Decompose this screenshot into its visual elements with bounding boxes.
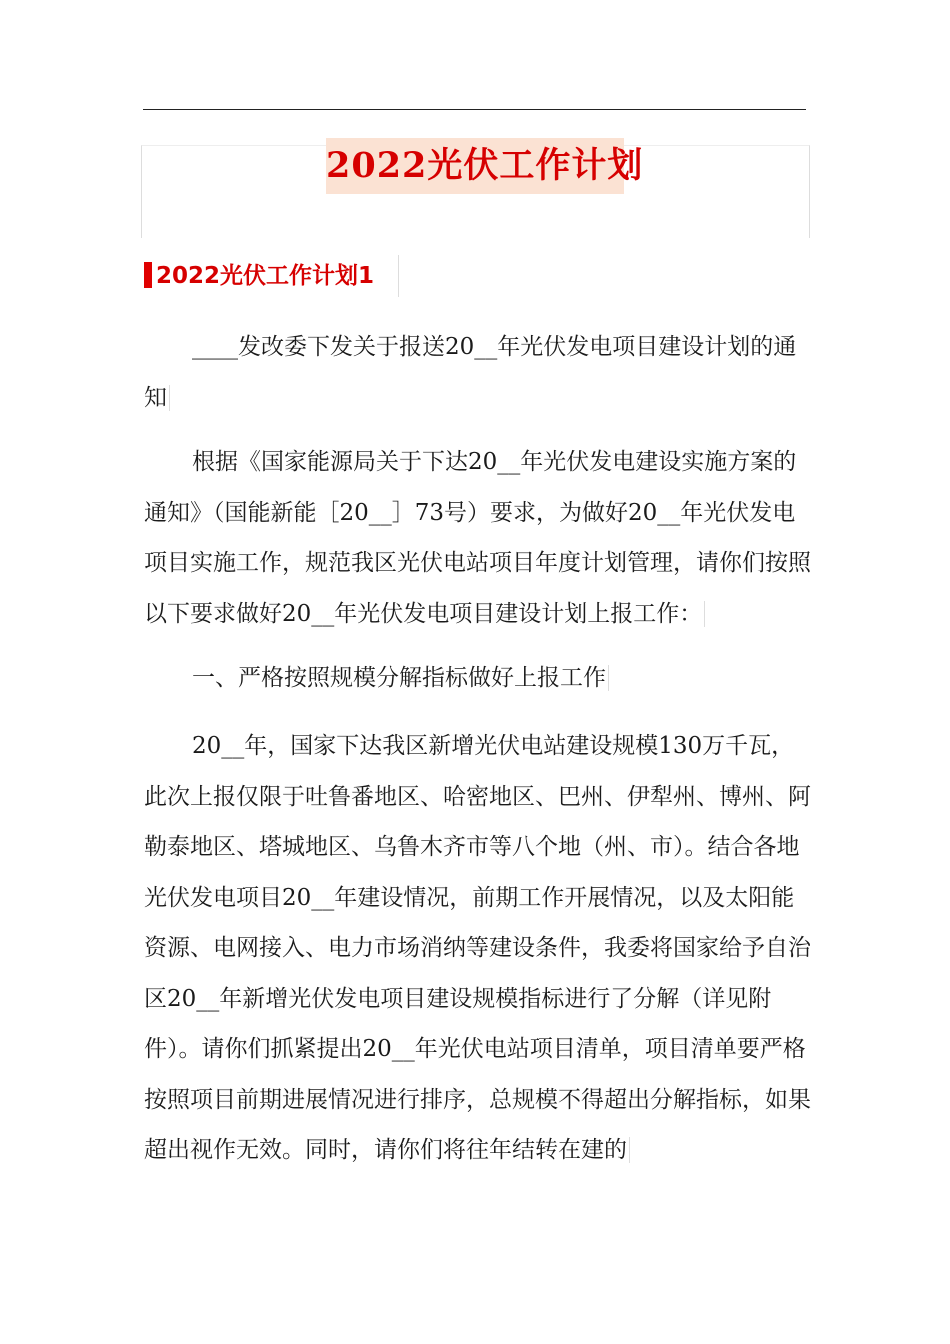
paragraph-text: 一、严格按照规模分解指标做好上报工作 <box>192 665 609 691</box>
paragraph-scale-allocation <box>144 721 816 1176</box>
paragraph-notice-title <box>144 322 816 423</box>
paragraph-text: ____发改委下发关于报送20__年光伏发电项目建设计划的通知 <box>144 334 797 411</box>
section-heading <box>144 255 399 297</box>
document-title: 2022光伏工作计划 <box>326 138 624 194</box>
heading-marker <box>144 262 152 288</box>
paragraph-section-one <box>144 653 816 704</box>
paragraph-basis <box>144 437 816 639</box>
paragraph-text: 20__年，国家下达我区新增光伏电站建设规模130万千瓦，此次上报仅限于吐鲁番地区、哈密地区、巴州、伊犁州、博州、阿勒泰地区、塔城地区、乌鲁木齐市等八个地（州、市）。结合各地光伏发电项目20__年建设情况，前期工作开展情况，以及太阳能资源、电网接入、电力市场消纳等建设条件，我委将国家给予自治区20__年新增光伏发电项目建设规模指标进行了分解（详见附件）。请你们抓紧提出20__年光伏电站项目清单，项目清单要严格按照项目前期进展情况进行排序，总规模不得超出分解指标，如果超出视作无效。同时，请你们将往年结转在建的 <box>144 733 811 1163</box>
paragraph-text: 根据《国家能源局关于下达20__年光伏发电建设实施方案的通知》（国能新能［20__］73号）要求，为做好20__年光伏发电项目实施工作，规范我区光伏电站项目年度计划管理，请你们按照以下要求做好20__年光伏发电项目建设计划上报工作： <box>144 449 811 627</box>
section-heading-text: 2022光伏工作计划1 <box>156 263 375 289</box>
top-rule <box>143 109 806 110</box>
